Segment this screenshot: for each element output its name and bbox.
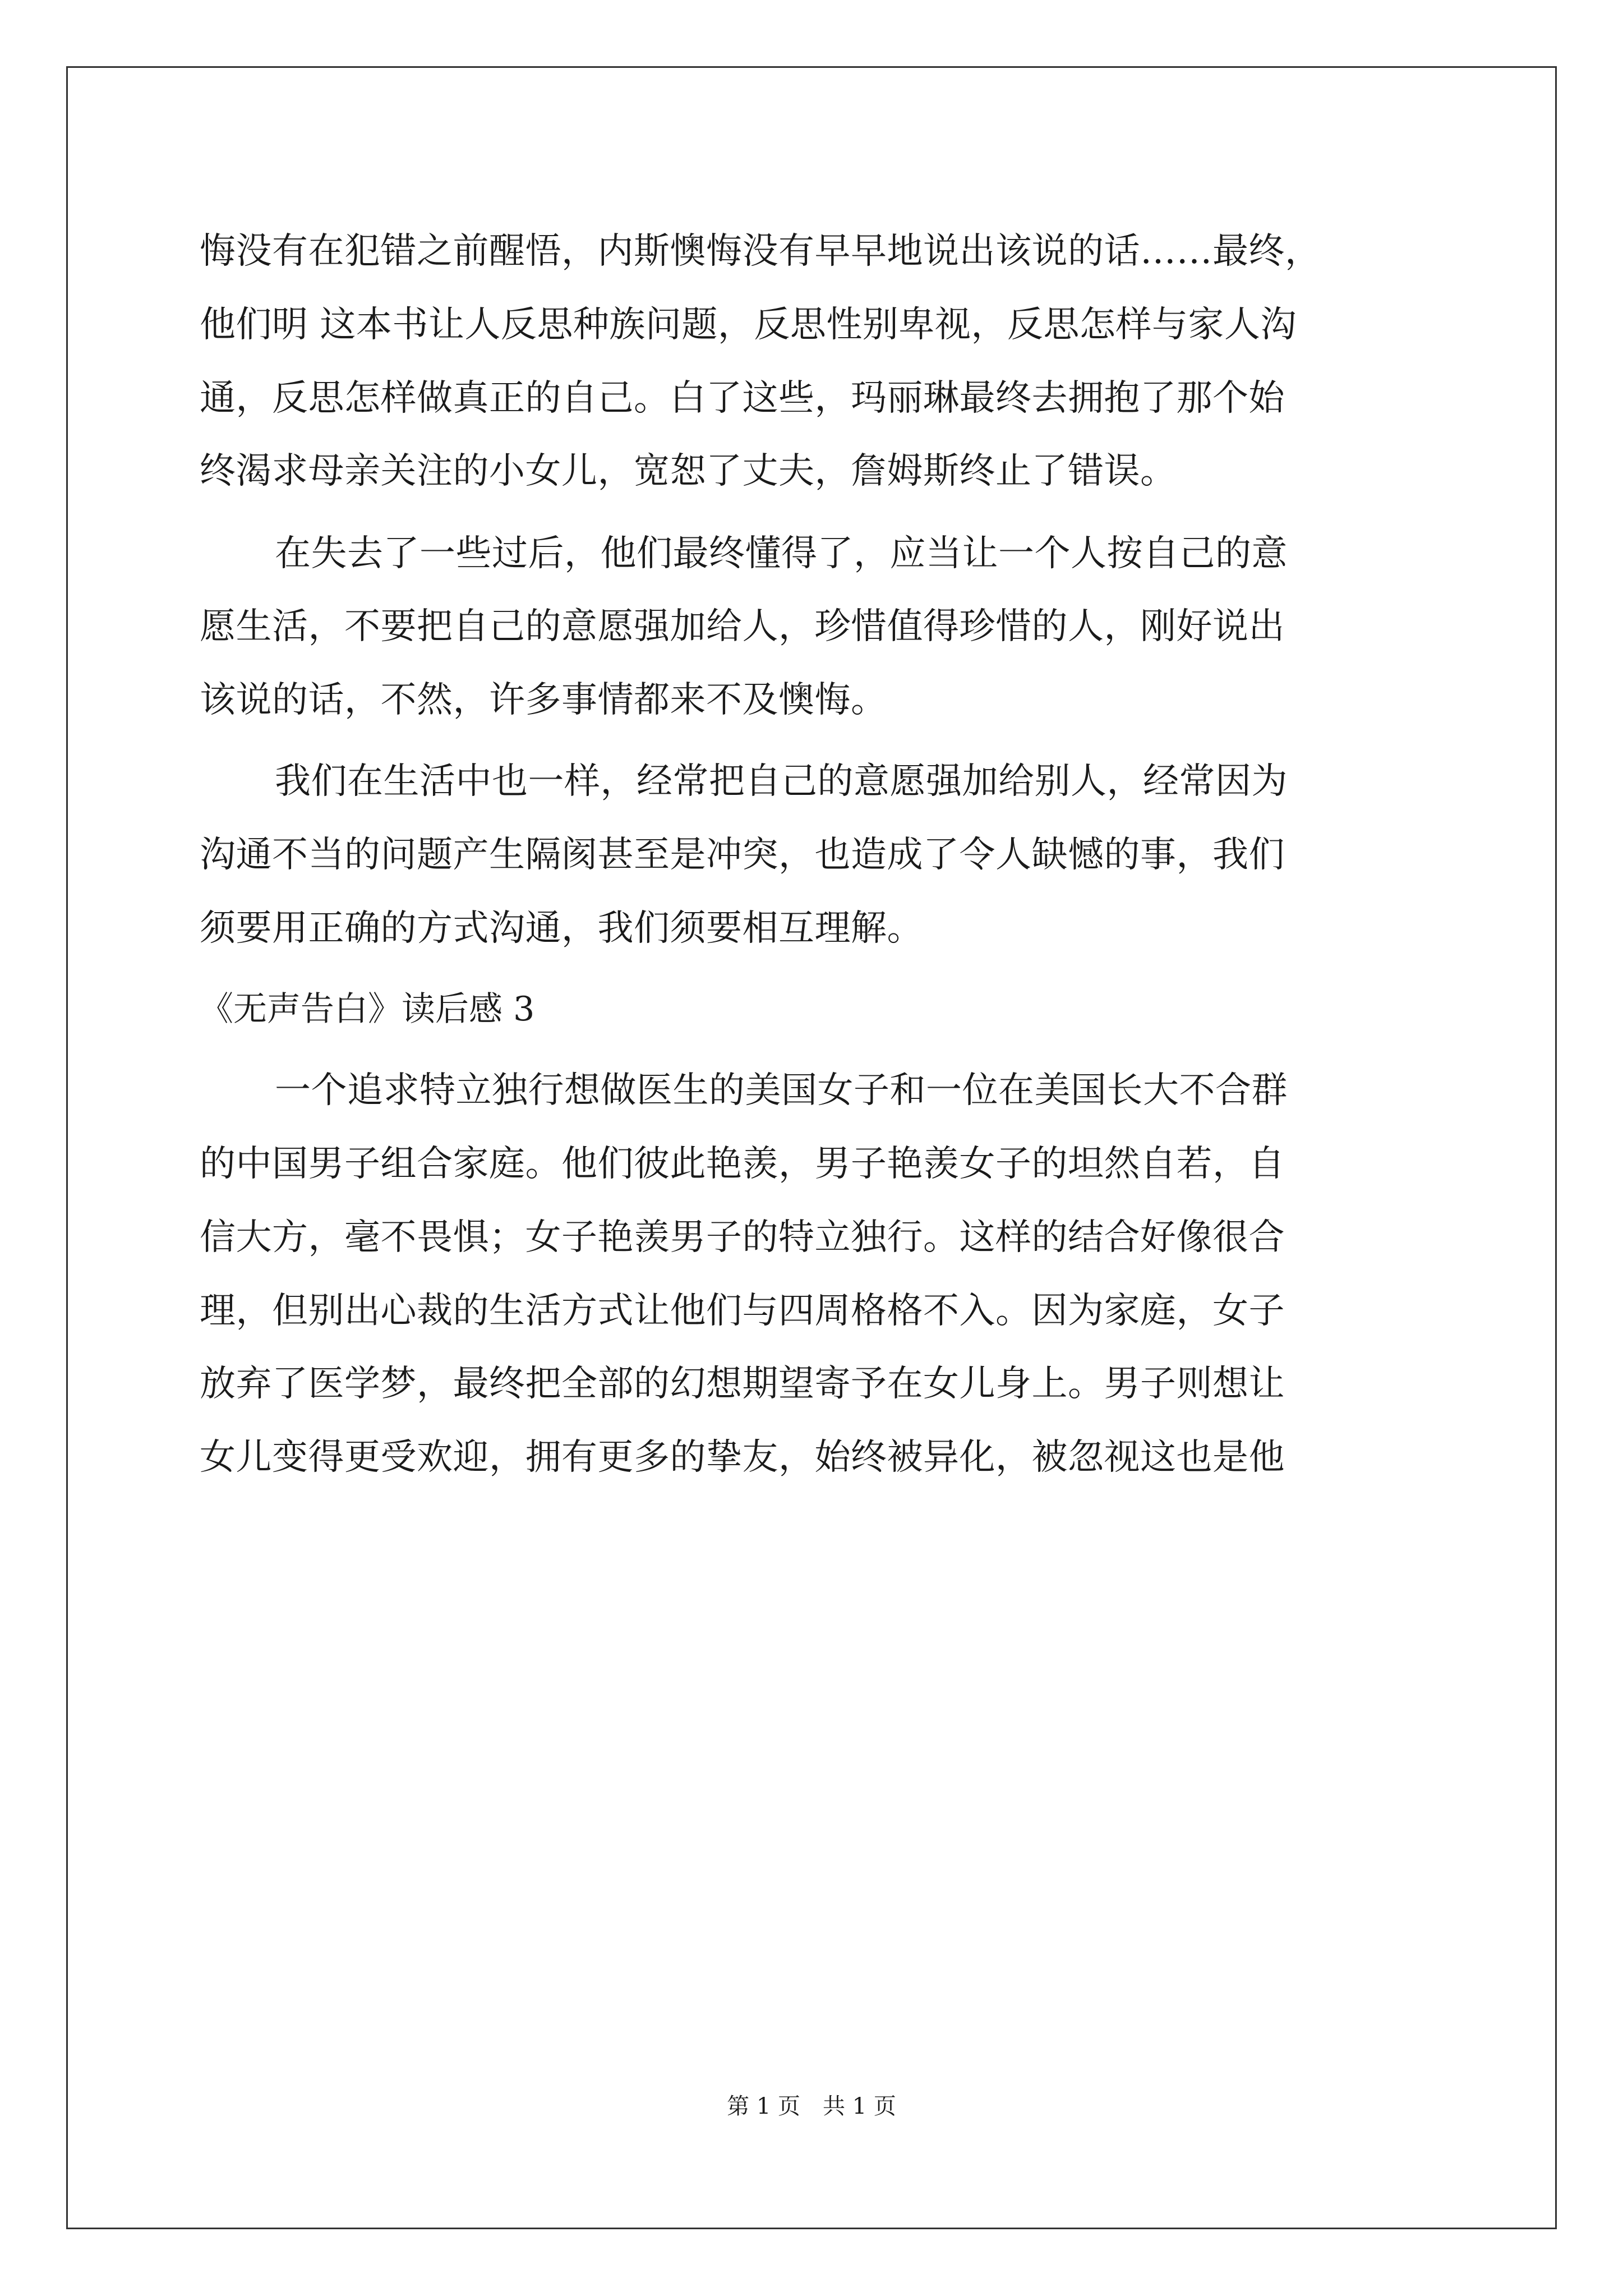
paragraph-line: 女儿变得更受欢迎，拥有更多的挚友，始终被异化，被忽视这也是他	[200, 1437, 1285, 1478]
section-heading: 《无声告白》读后感 3	[200, 990, 535, 1029]
paragraph-line: 理，但别出心裁的生活方式让他们与四周格格不入。因为家庭，女子	[200, 1290, 1285, 1332]
paragraph-line: 悔没有在犯错之前醒悟，内斯懊悔没有早早地说出该说的话……最终，	[200, 231, 1321, 272]
paragraph-line: 通，反思怎样做真正的自己。白了这些，玛丽琳最终去拥抱了那个始	[200, 378, 1285, 419]
paragraph-line: 信大方，毫不畏惧；女子艳羡男子的特立独行。这样的结合好像很合	[200, 1217, 1285, 1258]
paragraph-line: 我们在生活中也一样，经常把自己的意愿强加给别人，经常因为	[275, 761, 1288, 802]
paragraph-line: 终渴求母亲关注的小女儿，宽恕了丈夫，詹姆斯终止了错误。	[200, 450, 1177, 492]
page-number-footer: 第 1 页 共 1 页	[727, 2093, 896, 2119]
paragraph-line: 沟通不当的问题产生隔阂甚至是冲突，也造成了令人缺憾的事，我们	[200, 834, 1285, 876]
paragraph-line: 须要用正确的方式沟通，我们须要相互理解。	[200, 908, 923, 949]
paragraph-line: 一个追求特立独行想做医生的美国女子和一位在美国长大不合群	[275, 1070, 1288, 1111]
paragraph-line: 的中国男子组合家庭。他们彼此艳羡，男子艳羡女子的坦然自若，自	[200, 1143, 1285, 1185]
paragraph-line: 放弃了医学梦，最终把全部的幻想期望寄予在女儿身上。男子则想让	[200, 1363, 1285, 1405]
paragraph-line: 在失去了一些过后，他们最终懂得了，应当让一个人按自己的意	[275, 533, 1288, 574]
paragraph-line: 他们明 这本书让人反思种族问题，反思性别卑视，反思怎样与家人沟	[200, 304, 1297, 346]
paragraph-line: 愿生活，不要把自己的意愿强加给人，珍惜值得珍惜的人，刚好说出	[200, 606, 1285, 647]
paragraph-line: 该说的话，不然，许多事情都来不及懊悔。	[200, 679, 887, 721]
